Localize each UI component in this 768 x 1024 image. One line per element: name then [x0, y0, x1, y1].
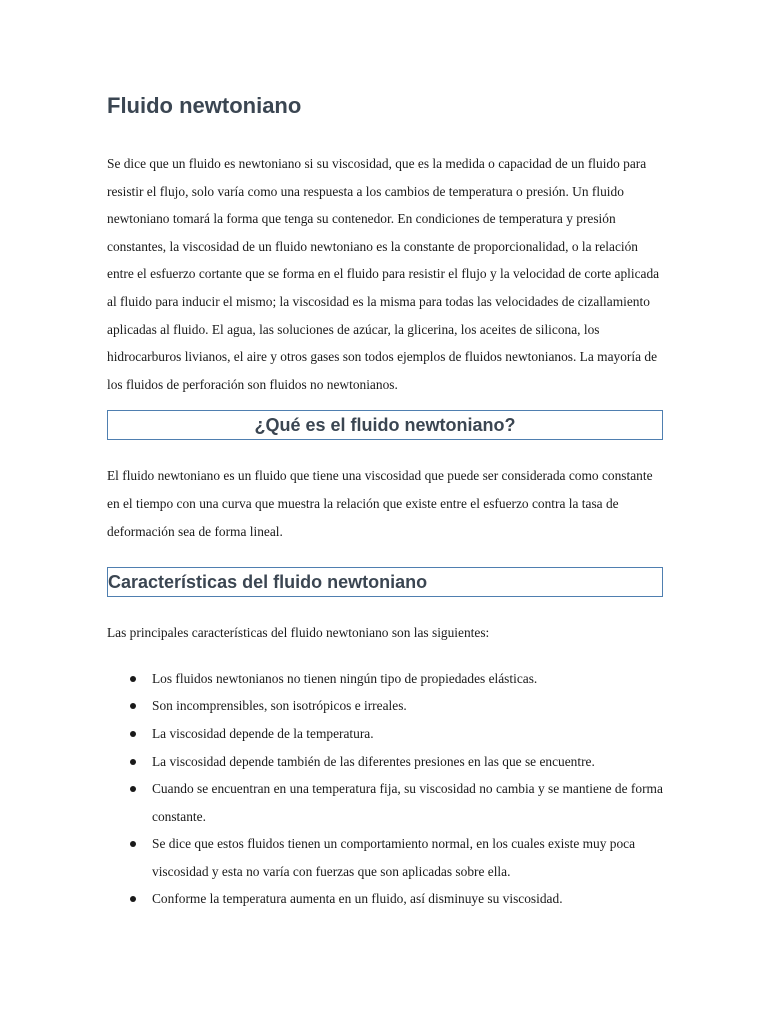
- bullet-dot-icon: [130, 731, 136, 737]
- section-heading-characteristics: Características del fluido newtoniano: [107, 567, 663, 597]
- list-item: [107, 720, 663, 748]
- list-item: [107, 830, 663, 885]
- list-item: [107, 885, 663, 913]
- list-item-text: Se dice que estos fluidos tienen un comportamiento normal, en los cuales existe muy poca viscosidad y esta no varía con fuerzas que son aplicadas sobre ella.: [152, 836, 636, 879]
- list-item: [107, 665, 663, 693]
- bullet-dot-icon: [130, 841, 136, 847]
- document-page: [107, 88, 663, 913]
- list-item: [107, 748, 663, 776]
- bullet-dot-icon: [130, 786, 136, 792]
- characteristics-list: [107, 665, 663, 913]
- bullet-dot-icon: [130, 703, 136, 709]
- what-is-paragraph: El fluido newtoniano es un fluido que tiene una viscosidad que puede ser considerada como constante en el tiempo con una curva que muestra la relación que existe entre el esfuerzo contra la tasa de deformación sea de forma lineal.: [107, 468, 653, 539]
- section-heading-what-is: ¿Qué es el fluido newtoniano?: [107, 410, 663, 440]
- bullet-dot-icon: [130, 896, 136, 902]
- bullet-dot-icon: [130, 676, 136, 682]
- list-item-text: La viscosidad depende de la temperatura.: [152, 725, 374, 741]
- page-title: Fluido newtoniano: [107, 93, 302, 118]
- characteristics-intro: Las principales características del fluido newtoniano son las siguientes:: [107, 625, 490, 641]
- list-item-text: Conforme la temperatura aumenta en un fluido, así disminuye su viscosidad.: [152, 891, 563, 907]
- list-item: [107, 775, 663, 830]
- list-item-text: Son incomprensibles, son isotrópicos e irreales.: [152, 698, 407, 714]
- list-item-text: La viscosidad depende también de las diferentes presiones en las que se encuentre.: [152, 753, 595, 769]
- bullet-dot-icon: [130, 759, 136, 765]
- list-item: [107, 692, 663, 720]
- list-item-text: Los fluidos newtonianos no tienen ningún tipo de propiedades elásticas.: [152, 670, 538, 686]
- list-item-text: Cuando se encuentran en una temperatura fija, su viscosidad no cambia y se mantiene de forma constante.: [152, 781, 663, 824]
- intro-paragraph: Se dice que un fluido es newtoniano si su viscosidad, que es la medida o capacidad de un fluido para resistir el flujo, solo varía como una respuesta a los cambios de temperatura o presión. Un fluido newtoniano tomará la forma que tenga su contenedor. En condiciones de temperatura y presión constantes, la viscosidad de un fluido newtoniano es la constante de proporcionalidad, o la relación entre el esfuerzo cortante que se forma en el fluido para resistir el flujo y la velocidad de corte aplicada al fluido para inducir el mismo; la viscosidad es la misma para todas las velocidades de cizallamiento aplicadas al fluido. El agua, las soluciones de azúcar, la glicerina, los aceites de silicona, los hidrocarburos livianos, el aire y otros gases son todos ejemplos de fluidos newtonianos. La mayoría de los fluidos de perforación son fluidos no newtonianos.: [107, 156, 660, 392]
